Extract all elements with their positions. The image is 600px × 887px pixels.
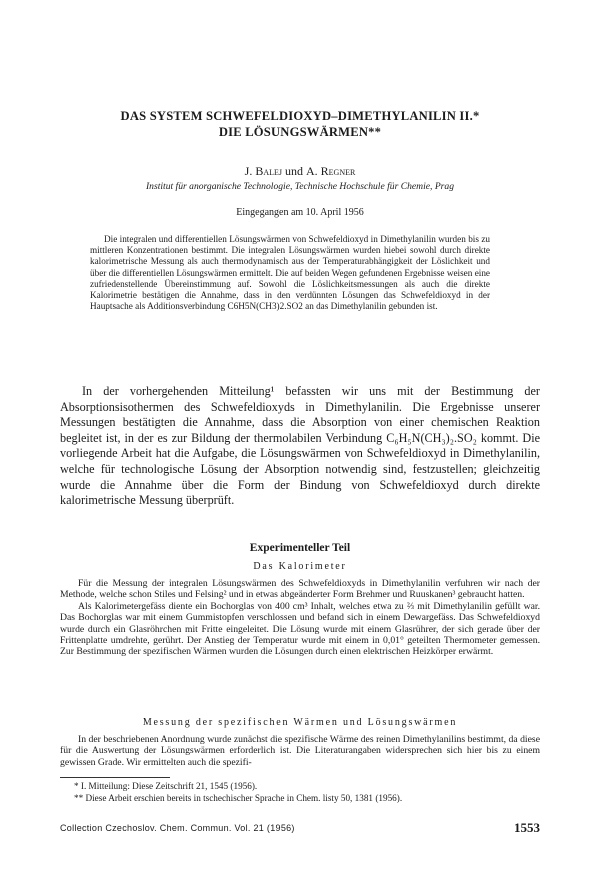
author-2: A. Regner — [306, 164, 356, 178]
footnote-1: * I. Mitteilung: Diese Zeitschrift 21, 1545 (1956). — [74, 781, 258, 791]
title-line-2: DIE LÖSUNGSWÄRMEN** — [218, 125, 382, 139]
affiliation: Institut für anorganische Technologie, Technische Hochschule für Chemie, Prag — [145, 181, 455, 192]
measurement-paragraph-1: In der beschriebenen Anordnung wurde zunächst die spezifische Wärme des reinen Dimethylanilins bestimmt, da diese für die Auswertung der Lösungswärmen erforderlich ist. Die Literaturangaben widersprechen sich hier bis zu einem gewissen Grade. Wir ermittelten auch die spezifi- — [60, 734, 540, 768]
subsection-heading-measurement: Messung der spezifischen Wärmen und Lösungswärmen — [142, 717, 458, 728]
intro-paragraph — [60, 384, 540, 509]
calorimeter-section — [60, 578, 540, 658]
introduction — [60, 384, 540, 509]
author-1: J. Balej — [244, 164, 282, 178]
subsection-heading-calorimeter: Das Kalorimeter — [253, 561, 347, 572]
footnote-separator — [60, 777, 170, 778]
section-heading-experimental: Experimenteller Teil — [249, 542, 351, 554]
footnote-2: ** Diese Arbeit erschien bereits in tschechischer Sprache in Chem. listy 50, 1381 (1956). — [74, 793, 403, 803]
intro-formula: C₆H₅N(CH₃)₂.SO₂ — [386, 430, 477, 445]
abstract-text: Die integralen und differentiellen Lösungswärmen von Schwefeldioxyd in Dimethylanilin wurden bis zu mittleren Konzentrationen bestimmt. Die integralen Lösungswärmen wurden hiebei sowohl durch direkte kalorimetrische Messung als auch thermodynamisch aus der Temperaturabhängigkeit der Löslichkeit und über die differentiellen Lösungswärmen ermittelt. Die auf beiden Wegen gefundenen Ergebnisse weisen eine zufriedenstellende Übereinstimmung auf. Sowohl die Löslichkeitsmessungen als auch die direkte Kalorimetrie bestätigen die Annahme, dass in den verdünnten Lösungen das Schwefeldioxyd in der Hauptsache als Additionsverbindung C6H5N(CH3)2.SO2 an das Dimethylanilin gebunden ist. — [90, 234, 490, 312]
author-connector: und — [285, 164, 303, 178]
page-number: 1553 — [514, 820, 540, 835]
calorimeter-paragraph-1: Für die Messung der integralen Lösungswärmen des Schwefeldioxyds in Dimethylanilin verfuhren wir nach der Methode, welche schon Stiles und Felsing² und in etwas abgeänderter Form Brehmer und Ruuskanen³ gebraucht hatten. — [60, 578, 540, 601]
measurement-section — [60, 734, 540, 768]
authors — [0, 164, 600, 179]
article-title — [0, 108, 600, 140]
title-line-1: DAS SYSTEM SCHWEFELDIOXYD–DIMETHYLANILIN II.* — [120, 109, 480, 123]
journal-footer: Collection Czechoslov. Chem. Commun. Vol. 21 (1956) — [60, 823, 295, 833]
calorimeter-paragraph-2: Als Kalorimetergefäss diente ein Bochorglas von 400 cm³ Inhalt, welches etwa zu ⅔ mit Dimethylanilin gefüllt war. Das Bochorglas war mit einem Gummistopfen verschlossen und befand sich in einem Dewargefäss. Das Schwefeldioxyd wurde durch ein Glasröhrchen mit Fritte eingeleitet. Die Lösung wurde mit einem Glasrührer, der sich gerade über der Frittenplatte umdrehte, gerührt. Der Anstieg der Temperatur wurde mit einem in 0,01° geteilten Thermometer gemessen. Zur Bestimmung der spezifischen Wärmen wurden die Lösungen durch einen elektrischen Heizkörper erwärmt. — [60, 600, 540, 658]
received-date: Eingegangen am 10. April 1956 — [236, 207, 364, 218]
intro-text-a: In der vorhergehenden Mitteilung¹ befassten wir uns mit der Bestimmung der Absorptionsisothermen des Schwefeldioxyds in Dimethylanilin. Die Ergebnisse unserer Messungen bestätigten die Annahme, dass die Absorption von einer chemischen Reaktion begleitet ist, in der es zur Bildung der thermolabilen Verbindung — [60, 384, 540, 445]
abstract — [90, 234, 490, 312]
intro-text-b: kommt. Die vorliegende Arbeit hat die Aufgabe, die Lösungswärmen von Schwefeldioxyd in Dimethylanilin, welche für technologische Lösung der Absorption notwendig sind, festzustellen; gleichzeitig wurde die Annahme über die Form der Bindung von Schwefeldioxyd durch direkte kalorimetrische Messung überprüft. — [60, 430, 541, 508]
footnotes — [60, 780, 540, 804]
